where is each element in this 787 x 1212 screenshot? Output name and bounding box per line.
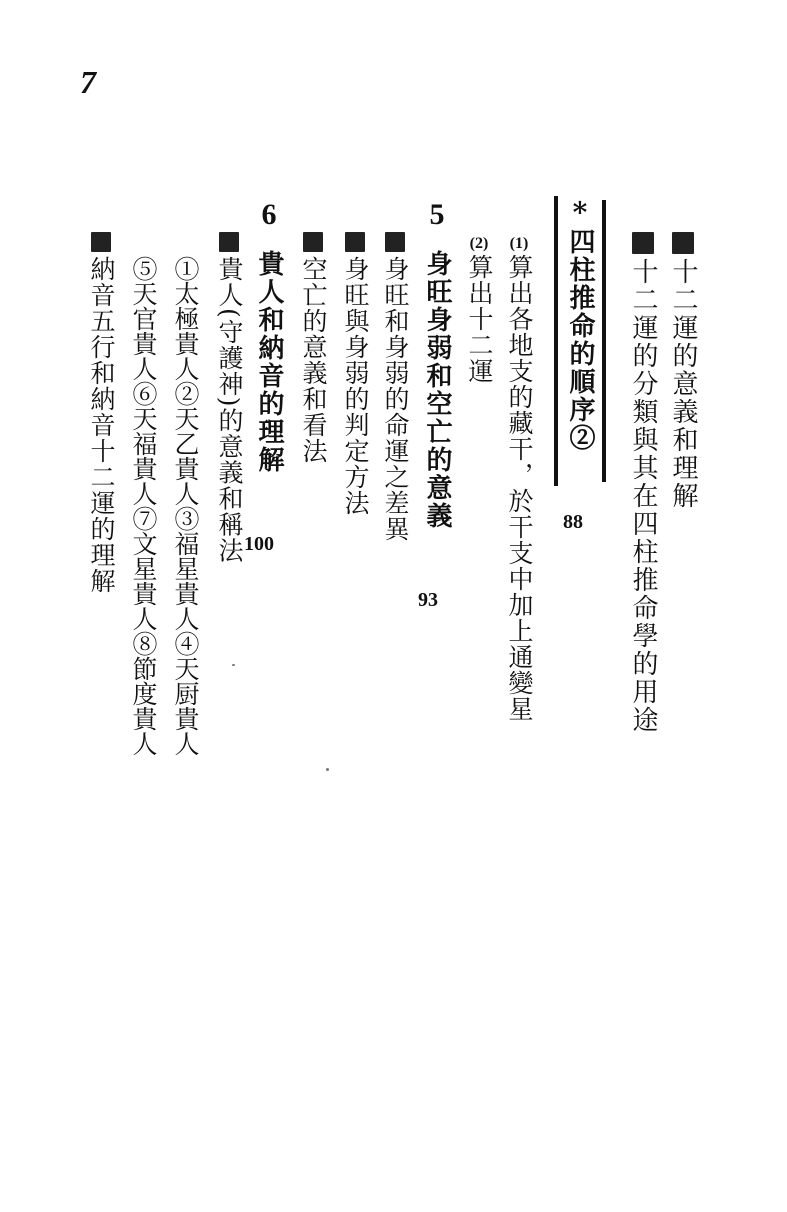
divider-line-left [554,196,558,486]
page-ref-100: 100 [244,533,274,555]
toc-entry-strong-weak-fate [376,232,414,542]
entry-text: 身旺和身弱的命運之差異 [381,256,410,542]
toc-subentry-nobles-1-4 [166,256,204,756]
entry-text: 納音五行和納音十二運的理解 [87,256,116,594]
toc-entry-strong-weak-method [336,232,374,516]
bullet-square-icon [632,232,654,254]
bullet-square-icon [219,232,239,252]
entry-text: 空亡的意義和看法 [299,256,328,464]
section-5-heading [418,200,456,530]
section-number: 6 [261,198,277,231]
section-number: 5 [429,198,445,231]
entry-text: 算出十二運 [465,254,494,384]
item-label: (1) [509,235,529,252]
entry-text: 身旺與身弱的判定方法 [341,256,370,516]
page-ref-88: 88 [563,511,583,533]
star-icon: * [572,196,588,229]
toc-subentry-nobles-5-8 [124,256,162,756]
toc-subentry-1 [500,236,538,722]
bullet-square-icon [91,232,111,252]
scan-speck [232,664,235,666]
chapter-heading-four-pillars-2 [561,198,599,452]
chapter-title: 四柱推命的順序② [565,228,595,452]
scan-speck [326,768,329,771]
bullet-square-icon [345,232,365,252]
bullet-square-icon [385,232,405,252]
entry-text: 十二運的分類與其在四柱推命學的用途 [628,258,658,734]
bullet-square-icon [672,232,694,254]
entry-text: ⑤天官貴人⑥天福貴人⑦文星貴人⑧節度貴人 [129,256,158,756]
toc-entry-twelve-stages-meaning [664,232,702,510]
bullet-square-icon [303,232,323,252]
toc-subentry-2 [460,236,498,384]
toc-entry-nayin [82,232,120,594]
toc-entry-void-meaning [294,232,332,464]
page-ref-93: 93 [418,589,438,611]
entry-text: 十二運的意義和理解 [668,258,698,510]
entry-text: 貴人(守護神)的意義和稱法 [215,256,244,564]
section-title: 貴人和納音的理解 [254,250,284,474]
page-number: 7 [80,64,96,100]
entry-text: ①太極貴人②天乙貴人③福星貴人④天厨貴人 [171,256,200,756]
toc-entry-twelve-stages-classification [624,232,662,734]
toc-entry-noble-meaning [210,232,248,564]
item-label: (2) [469,235,489,252]
divider-line-right [602,200,606,482]
entry-text: 算出各地支的藏干，於干支中加上通變星 [505,254,534,722]
section-title: 身旺身弱和空亡的意義 [422,250,452,530]
section-6-heading [250,200,288,474]
